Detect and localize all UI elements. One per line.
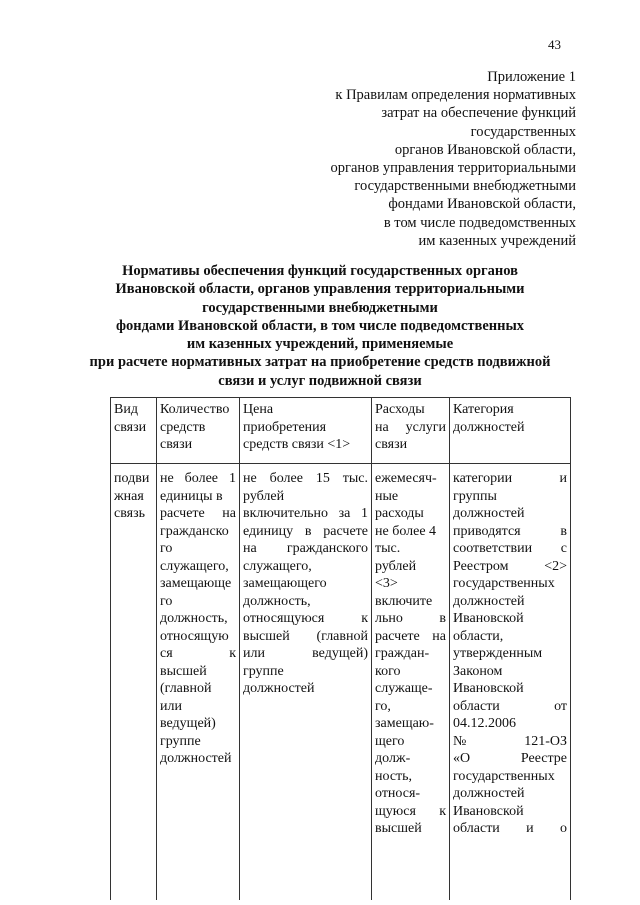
- cell-word: к: [229, 646, 236, 661]
- cell-line: или: [160, 698, 182, 714]
- cell-line: <3>: [375, 576, 398, 591]
- appendix-line: органов Ивановской области,: [394, 141, 576, 158]
- title-line: Ивановской области, органов управления территориальными: [115, 281, 525, 298]
- cell-line: служащего,: [243, 558, 312, 574]
- cell-line: служащего,: [160, 558, 229, 574]
- cell-word: более: [269, 471, 303, 486]
- cell-word: в: [439, 611, 446, 626]
- cell-line: расходы: [375, 506, 424, 521]
- appendix-line: фондами Ивановской области,: [388, 196, 576, 213]
- cell-word: области: [453, 821, 500, 836]
- cell-word: за: [338, 506, 351, 521]
- cell-line: [453, 540, 567, 558]
- cell-line: Вид: [114, 402, 138, 417]
- cell-line: го: [160, 541, 173, 556]
- cell-line: [453, 733, 567, 751]
- cell-line: связь: [114, 506, 145, 521]
- cell-word: на: [222, 506, 236, 521]
- title-line: Нормативы обеспечения функций государственных органов: [122, 263, 518, 279]
- cell-line: должностей: [243, 681, 315, 696]
- cell-line: государственных: [453, 576, 555, 591]
- cell-word: единицу: [243, 523, 294, 539]
- cell-line: 04.12.2006: [453, 716, 516, 731]
- cell-word: ведущей): [312, 646, 368, 661]
- cell-word: высшей: [243, 628, 290, 644]
- cell-line: должностей: [453, 506, 525, 521]
- cell-line: [243, 523, 368, 541]
- cell-line: относящую: [160, 628, 229, 644]
- cell-line: должность,: [243, 593, 311, 609]
- cell-word: ся: [160, 646, 173, 661]
- cell-line: гражданско: [160, 523, 229, 539]
- cell-line: связи: [375, 437, 408, 452]
- cell-line: щего: [375, 733, 405, 749]
- cell-word: «О: [453, 751, 471, 766]
- cell-line: граждан-: [375, 646, 430, 661]
- cell-line: Ивановской: [453, 681, 524, 696]
- cell-line: области,: [453, 628, 504, 644]
- cell-line: [453, 750, 567, 768]
- cell-word: 15: [315, 471, 330, 486]
- cell-line: [243, 505, 368, 523]
- cell-line: [375, 628, 446, 646]
- cell-word: категории: [453, 471, 513, 486]
- cell-line: ежемесяч-: [375, 471, 437, 486]
- cell-line: Количество: [160, 402, 230, 417]
- cell-line: замещающе: [160, 576, 232, 591]
- cell-word: расчете: [323, 523, 368, 539]
- table-header-row: [111, 398, 571, 464]
- cell-line: Ивановской: [453, 611, 524, 626]
- header-cell: [111, 398, 157, 464]
- cell-word: не: [160, 471, 174, 486]
- cell-line: [375, 803, 446, 821]
- cell-line: [243, 610, 368, 628]
- cell-word: расчете: [375, 628, 420, 644]
- cell-line: должность,: [160, 611, 228, 626]
- norms-table: [110, 397, 571, 900]
- appendix-line: в том числе подведомственных: [383, 214, 576, 231]
- cell-line: средств: [160, 419, 206, 435]
- cell-line: единицы в: [160, 488, 223, 504]
- table-cell: [157, 464, 240, 901]
- cell-line: [243, 540, 368, 558]
- title-line: им казенных учреждений, применяемые: [186, 336, 454, 353]
- cell-word: к: [361, 611, 368, 626]
- cell-word: гражданского: [286, 541, 368, 556]
- cell-line: группе: [160, 733, 201, 749]
- cell-line: [375, 610, 446, 628]
- cell-word: №: [453, 733, 467, 749]
- cell-line: го,: [375, 698, 391, 714]
- appendix-line: затрат на обеспечение функций: [381, 105, 576, 122]
- cell-word: на: [243, 541, 257, 556]
- cell-word: области: [453, 698, 500, 714]
- cell-line: служаще-: [375, 681, 433, 696]
- appendix-header: [246, 68, 576, 250]
- cell-line: Категория: [453, 402, 514, 417]
- cell-line: средств связи <1>: [243, 437, 351, 452]
- header-cell: [240, 398, 372, 464]
- cell-line: Цена: [243, 402, 274, 417]
- cell-word: и: [559, 471, 567, 486]
- cell-word: на: [432, 628, 446, 644]
- cell-line: [160, 645, 236, 663]
- cell-word: 121-ОЗ: [524, 733, 567, 749]
- cell-line: рублей: [243, 488, 285, 504]
- cell-line: кого: [375, 663, 401, 679]
- cell-line: связи: [160, 437, 193, 452]
- title-line: государственными внебюджетными: [202, 299, 438, 316]
- cell-line: [453, 470, 567, 488]
- cell-line: ность,: [375, 768, 413, 784]
- cell-word: от: [554, 698, 567, 714]
- cell-word: 1: [361, 506, 368, 521]
- cell-line: замещающего: [243, 576, 327, 591]
- cell-line: Расходы: [375, 402, 425, 417]
- appendix-line: органов управления территориальными: [330, 160, 576, 177]
- cell-line: ведущей): [160, 716, 216, 731]
- appendix-line: государственными внебюджетными: [354, 178, 576, 195]
- cell-word: (главной: [316, 628, 368, 644]
- cell-line: [160, 470, 236, 488]
- appendix-line: к Правилам определения нормативных: [335, 87, 576, 104]
- cell-word: льно: [375, 611, 403, 626]
- cell-line: [453, 523, 567, 541]
- appendix-line: Приложение 1: [487, 69, 576, 85]
- header-cell: [450, 398, 571, 464]
- cell-word: Реестром: [453, 558, 509, 574]
- cell-line: группы: [453, 488, 497, 504]
- document-title: [60, 262, 580, 390]
- cell-word: относящуюся: [243, 611, 325, 626]
- cell-word: соответствии: [453, 541, 533, 556]
- cell-line: ные: [375, 488, 399, 504]
- cell-line: подви: [114, 471, 150, 486]
- cell-line: [375, 419, 446, 437]
- cell-word: с: [560, 541, 567, 556]
- cell-line: группе: [243, 663, 284, 679]
- cell-word: услуги: [405, 419, 446, 435]
- appendix-line: государственных: [470, 123, 576, 140]
- cell-word: на: [375, 419, 389, 435]
- cell-line: не более 4: [375, 523, 437, 539]
- cell-line: [453, 558, 567, 576]
- cell-word: и: [526, 821, 534, 836]
- title-line: при расчете нормативных затрат на приобретение средств подвижной: [89, 354, 551, 371]
- cell-word: к: [439, 803, 446, 819]
- cell-line: должностей: [160, 751, 232, 766]
- cell-word: более: [184, 471, 219, 486]
- cell-word: приводятся: [453, 523, 521, 539]
- cell-line: относя-: [375, 786, 421, 801]
- cell-line: [453, 698, 567, 716]
- cell-line: приобретения: [243, 419, 327, 435]
- page-number: 43: [548, 37, 561, 52]
- cell-line: тыс.: [375, 541, 401, 556]
- cell-word: расчете: [160, 506, 205, 521]
- header-cell: [372, 398, 450, 464]
- cell-line: должностей: [453, 593, 525, 609]
- table-cell: [111, 464, 157, 901]
- cell-word: или: [243, 646, 265, 661]
- title-line: связи и услуг подвижной связи: [218, 372, 422, 389]
- cell-word: щуюся: [375, 803, 416, 819]
- appendix-line: им казенных учреждений: [418, 232, 576, 249]
- cell-word: включительно: [243, 506, 329, 521]
- table-cell: [450, 464, 571, 901]
- cell-line: должностей: [453, 786, 525, 801]
- cell-line: связи: [114, 419, 147, 435]
- cell-line: жная: [114, 488, 144, 504]
- title-line: фондами Ивановской области, в том числе подведомственных: [115, 317, 525, 334]
- cell-line: высшей: [375, 821, 422, 836]
- table-cell: [372, 464, 450, 901]
- cell-line: замещаю-: [375, 716, 434, 731]
- cell-line: Законом: [453, 663, 503, 679]
- header-cell: [157, 398, 240, 464]
- cell-line: го: [160, 593, 173, 609]
- cell-word: тыс.: [342, 471, 368, 486]
- cell-line: государственных: [453, 768, 555, 784]
- cell-word: не: [243, 471, 257, 486]
- cell-line: утвержденным: [453, 646, 543, 661]
- cell-line: [243, 470, 368, 488]
- cell-line: [243, 645, 368, 663]
- cell-line: долж-: [375, 751, 411, 766]
- cell-word: в: [304, 523, 312, 539]
- cell-word: Реестре: [520, 751, 567, 766]
- cell-line: высшей: [160, 663, 207, 679]
- cell-word: <2>: [544, 558, 567, 574]
- cell-line: включите: [375, 593, 433, 609]
- cell-line: (главной: [160, 681, 212, 696]
- cell-line: [160, 505, 236, 523]
- cell-word: 1: [228, 471, 236, 486]
- cell-line: рублей: [375, 558, 417, 574]
- table-row: [111, 464, 571, 901]
- cell-word: в: [560, 523, 567, 539]
- cell-line: [243, 628, 368, 646]
- table-cell: [240, 464, 372, 901]
- cell-line: [453, 820, 567, 838]
- cell-line: Ивановской: [453, 803, 524, 819]
- cell-line: должностей: [453, 419, 525, 435]
- cell-word: о: [560, 821, 567, 836]
